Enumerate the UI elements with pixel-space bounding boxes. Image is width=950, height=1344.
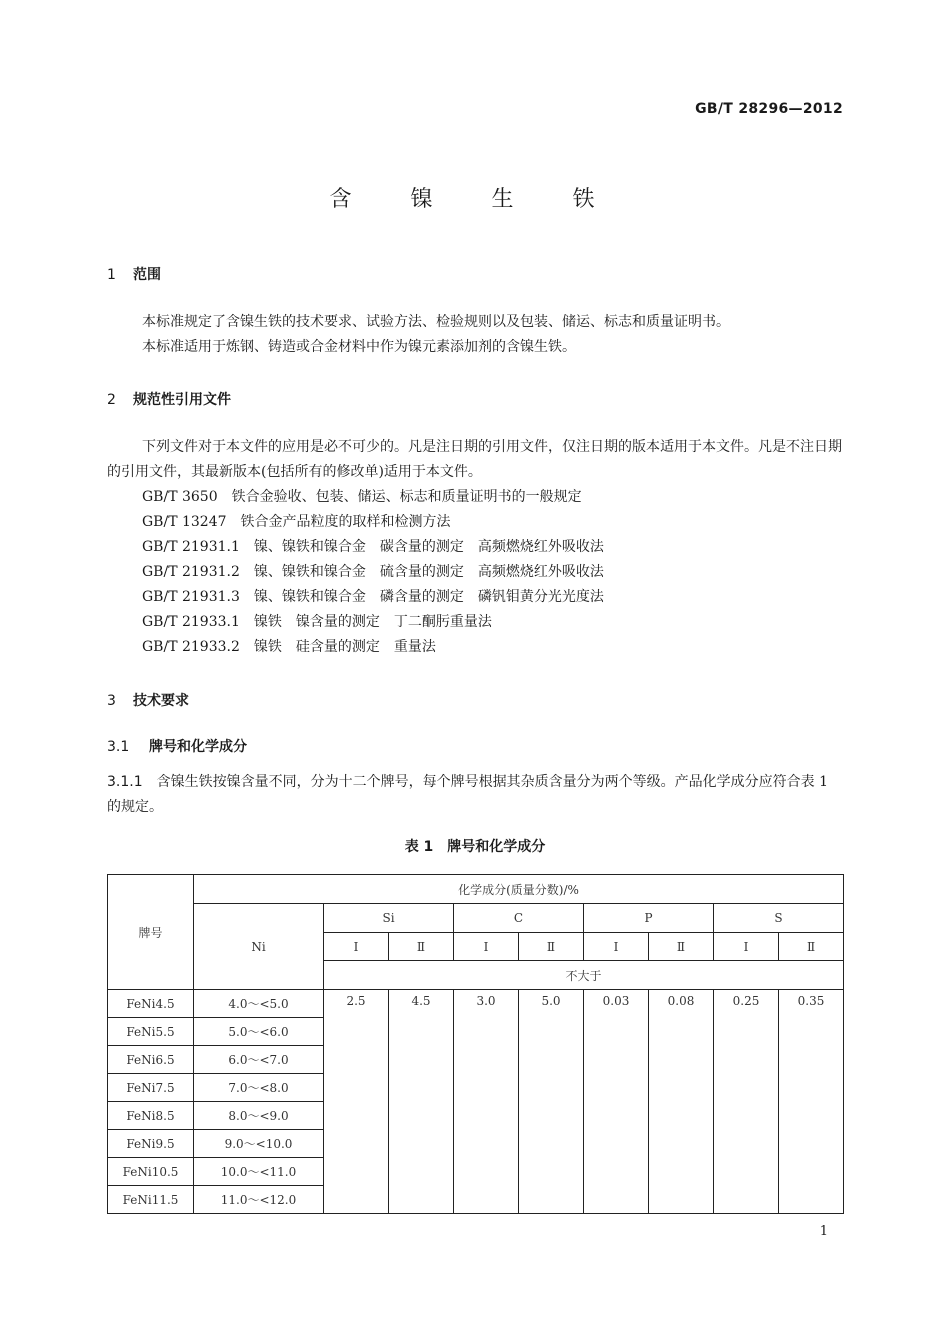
document-title: 含 镍 生 铁 bbox=[329, 187, 621, 212]
grade-cell: FeNi11.5 bbox=[108, 1186, 194, 1214]
level-header: Ⅰ bbox=[714, 933, 779, 961]
reference-item bbox=[142, 510, 451, 535]
reference-title: 铁合金验收、包装、储运、标志和质量证明书的一般规定 bbox=[231, 489, 582, 505]
level-header: Ⅱ bbox=[649, 933, 714, 961]
page-number: 1 bbox=[819, 1224, 828, 1239]
table-caption: 表 1 牌号和化学成分 bbox=[404, 839, 546, 855]
section-number: 3 bbox=[107, 693, 116, 709]
reference-item bbox=[142, 535, 604, 560]
reference-code: GB/T 3650 bbox=[142, 489, 218, 505]
section-number: 2 bbox=[107, 392, 116, 408]
clause-3-1-1 bbox=[107, 770, 843, 820]
grade-header: 牌号 bbox=[108, 875, 194, 990]
section-2-heading bbox=[107, 389, 231, 409]
limit-cell: 3.0 bbox=[454, 990, 519, 1214]
ni-range-cell: 6.0～<7.0 bbox=[194, 1046, 324, 1074]
ni-range-cell: 11.0～<12.0 bbox=[194, 1186, 324, 1214]
reference-item bbox=[142, 560, 604, 585]
reference-item bbox=[142, 610, 492, 635]
section-title: 范围 bbox=[133, 267, 161, 283]
level-header: Ⅱ bbox=[389, 933, 454, 961]
max-limit-label: 不大于 bbox=[324, 961, 844, 990]
limit-cell: 4.5 bbox=[389, 990, 454, 1214]
element-header: P bbox=[584, 904, 714, 933]
ni-range-cell: 4.0～<5.0 bbox=[194, 990, 324, 1018]
limit-cell: 0.25 bbox=[714, 990, 779, 1214]
reference-item bbox=[142, 585, 604, 610]
ni-range-cell: 7.0～<8.0 bbox=[194, 1074, 324, 1102]
grade-cell: FeNi7.5 bbox=[108, 1074, 194, 1102]
limit-cell: 5.0 bbox=[519, 990, 584, 1214]
section-1-heading bbox=[107, 264, 161, 284]
reference-title: 铁合金产品粒度的取样和检测方法 bbox=[240, 514, 451, 530]
standard-number: GB/T 28296—2012 bbox=[695, 101, 843, 117]
section-title: 规范性引用文件 bbox=[133, 392, 231, 408]
references-intro: 下列文件对于本文件的应用是必不可少的。凡是注日期的引用文件，仅注日期的版本适用于本文件。凡是不注日期的引用文件，其最新版本(包括所有的修改单)适用于本文件。 bbox=[107, 439, 842, 480]
ni-range-cell: 5.0～<6.0 bbox=[194, 1018, 324, 1046]
grade-cell: FeNi10.5 bbox=[108, 1158, 194, 1186]
grade-cell: FeNi6.5 bbox=[108, 1046, 194, 1074]
subsection-number: 3.1 bbox=[107, 739, 130, 755]
section-3-heading bbox=[107, 690, 189, 710]
reference-code: GB/T 21933.1 bbox=[142, 614, 240, 630]
subsection-3-1-heading bbox=[107, 736, 247, 756]
grade-cell: FeNi9.5 bbox=[108, 1130, 194, 1158]
scope-paragraph-2: 本标准适用于炼钢、铸造或合金材料中作为镍元素添加剂的含镍生铁。 bbox=[142, 339, 576, 355]
subsection-title: 牌号和化学成分 bbox=[149, 739, 247, 755]
grade-cell: FeNi8.5 bbox=[108, 1102, 194, 1130]
reference-title: 镍铁 硅含量的测定 重量法 bbox=[253, 639, 436, 655]
reference-code: GB/T 21931.2 bbox=[142, 564, 240, 580]
ni-range-cell: 10.0～<11.0 bbox=[194, 1158, 324, 1186]
clause-text: 含镍生铁按镍含量不同，分为十二个牌号，每个牌号根据其杂质含量分为两个等级。产品化学成分应符合表 1 的规定。 bbox=[107, 774, 828, 815]
reference-item bbox=[142, 635, 436, 660]
ni-range-cell: 9.0～<10.0 bbox=[194, 1130, 324, 1158]
grade-cell: FeNi4.5 bbox=[108, 990, 194, 1018]
scope-paragraph-1: 本标准规定了含镍生铁的技术要求、试验方法、检验规则以及包装、储运、标志和质量证明书。 bbox=[142, 314, 730, 330]
reference-item bbox=[142, 485, 582, 510]
clause-number: 3.1.1 bbox=[107, 774, 143, 790]
section-number: 1 bbox=[107, 267, 116, 283]
section-title: 技术要求 bbox=[133, 693, 189, 709]
reference-title: 镍、镍铁和镍合金 磷含量的测定 磷钒钼黄分光光度法 bbox=[253, 589, 604, 605]
reference-title: 镍、镍铁和镍合金 硫含量的测定 高频燃烧红外吸收法 bbox=[253, 564, 604, 580]
composition-header: 化学成分(质量分数)/% bbox=[194, 875, 844, 904]
limit-cell: 0.35 bbox=[779, 990, 844, 1214]
grade-cell: FeNi5.5 bbox=[108, 1018, 194, 1046]
composition-table bbox=[107, 874, 844, 1214]
level-header: Ⅰ bbox=[324, 933, 389, 961]
element-header: Si bbox=[324, 904, 454, 933]
element-header: S bbox=[714, 904, 844, 933]
reference-code: GB/T 21931.3 bbox=[142, 589, 240, 605]
ni-header: Ni bbox=[194, 904, 324, 990]
limit-cell: 0.08 bbox=[649, 990, 714, 1214]
level-header: Ⅰ bbox=[584, 933, 649, 961]
reference-title: 镍、镍铁和镍合金 碳含量的测定 高频燃烧红外吸收法 bbox=[253, 539, 604, 555]
limit-cell: 0.03 bbox=[584, 990, 649, 1214]
reference-code: GB/T 21933.2 bbox=[142, 639, 240, 655]
reference-code: GB/T 13247 bbox=[142, 514, 227, 530]
ni-range-cell: 8.0～<9.0 bbox=[194, 1102, 324, 1130]
reference-title: 镍铁 镍含量的测定 丁二酮肟重量法 bbox=[253, 614, 492, 630]
reference-code: GB/T 21931.1 bbox=[142, 539, 240, 555]
level-header: Ⅰ bbox=[454, 933, 519, 961]
level-header: Ⅱ bbox=[779, 933, 844, 961]
limit-cell: 2.5 bbox=[324, 990, 389, 1214]
element-header: C bbox=[454, 904, 584, 933]
level-header: Ⅱ bbox=[519, 933, 584, 961]
